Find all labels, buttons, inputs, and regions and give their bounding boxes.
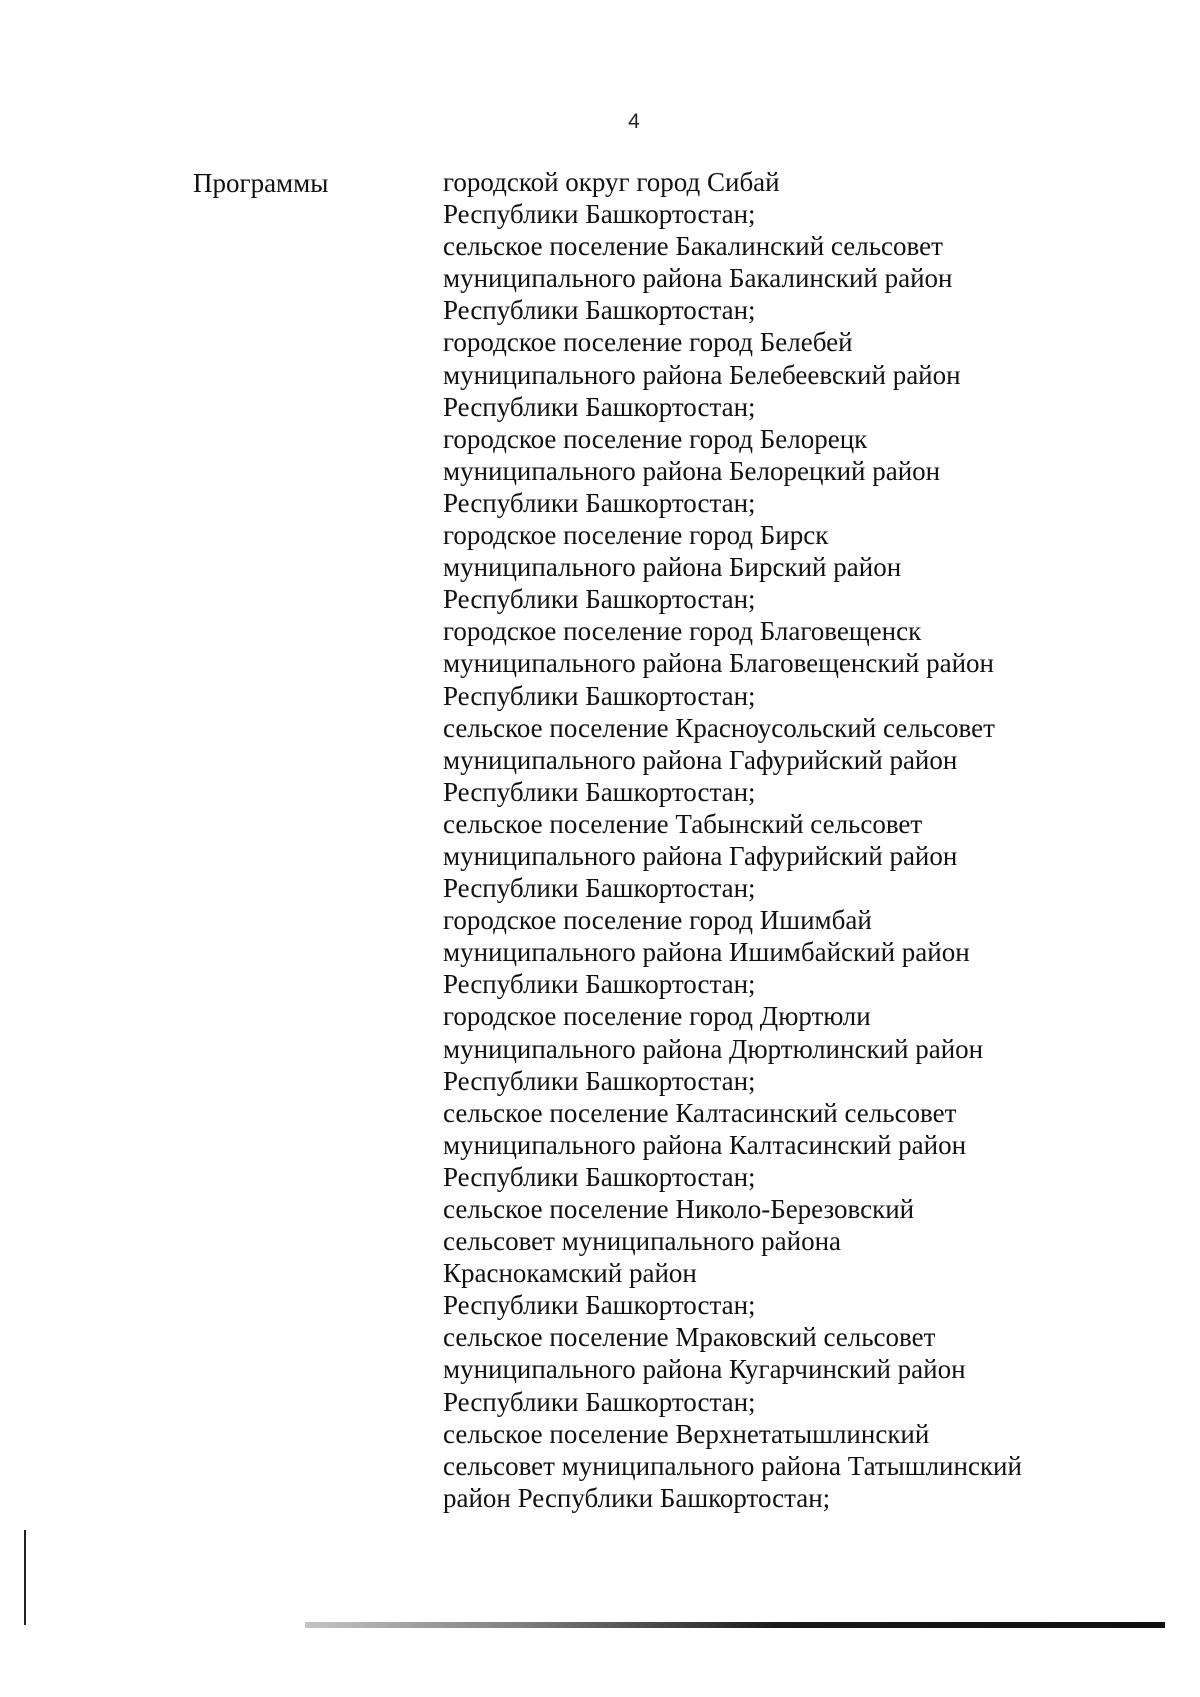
list-line: городской округ город Сибай bbox=[443, 167, 780, 197]
list-line: городское поселение город Белебей bbox=[443, 327, 853, 358]
list-line: Республики Башкортостан; bbox=[443, 1161, 756, 1192]
list-line: городское поселение город Бирск bbox=[443, 520, 829, 551]
list-line: муниципального района Благовещенский район bbox=[443, 648, 994, 679]
list-line: муниципального района Ишимбайский район bbox=[443, 937, 970, 968]
list-line: муниципального района Белорецкий район bbox=[443, 455, 941, 486]
list-line: сельское поселение Мраковский сельсовет bbox=[443, 1322, 936, 1353]
list-line: Республики Башкортостан; bbox=[443, 776, 756, 807]
list-line: Республики Башкортостан; bbox=[443, 584, 756, 615]
list-line: Республики Башкортостан; bbox=[443, 1065, 756, 1096]
scan-margin-mark bbox=[24, 1530, 26, 1625]
list-line: сельсовет муниципального района Татышлинский bbox=[443, 1450, 1022, 1481]
list-line: Краснокамский район bbox=[443, 1258, 697, 1289]
list-line: район Республики Башкортостан; bbox=[443, 1482, 831, 1513]
list-line: Республики Башкортостан; bbox=[443, 1290, 756, 1321]
list-line: сельское поселение Красноусольский сельсовет bbox=[443, 712, 995, 743]
list-line: городское поселение город Белорецк bbox=[443, 423, 868, 454]
list-line: сельское поселение Верхнетатышлинский bbox=[443, 1418, 930, 1449]
list-line: Республики Башкортостан; bbox=[443, 391, 756, 422]
list-line: муниципального района Белебеевский район bbox=[443, 359, 961, 390]
list-line: Республики Башкортостан; bbox=[443, 295, 756, 326]
list-line: Республики Башкортостан; bbox=[443, 199, 756, 230]
list-line: муниципального района Бирский район bbox=[443, 552, 902, 583]
list-line: муниципального района Кугарчинский район bbox=[443, 1354, 966, 1385]
list-line: сельсовет муниципального района bbox=[443, 1226, 841, 1257]
list-line: муниципального района Гафурийский район bbox=[443, 744, 958, 775]
list-line: муниципального района Дюртюлинский район bbox=[443, 1033, 984, 1064]
list-line: сельское поселение Табынский сельсовет bbox=[443, 808, 923, 839]
list-line: Республики Башкортостан; bbox=[443, 1386, 756, 1417]
list-line: Республики Башкортостан; bbox=[443, 487, 756, 518]
list-line: сельское поселение Калтасинский сельсовет bbox=[443, 1097, 957, 1128]
list-line: муниципального района Гафурийский район bbox=[443, 840, 958, 871]
list-line: сельское поселение Бакалинский сельсовет bbox=[443, 231, 943, 262]
list-line: сельское поселение Николо-Березовский bbox=[443, 1194, 915, 1224]
list-line: городское поселение город Ишимбай bbox=[443, 905, 872, 936]
list-line: муниципального района Бакалинский район bbox=[443, 263, 953, 294]
municipality-list bbox=[443, 166, 1163, 1514]
list-line: городское поселение город Благовещенск bbox=[443, 616, 922, 647]
list-line: Республики Башкортостан; bbox=[443, 873, 756, 904]
list-line: городское поселение город Дюртюли bbox=[443, 1001, 871, 1032]
list-line: муниципального района Калтасинский район bbox=[443, 1129, 967, 1160]
section-label: Программы bbox=[193, 168, 329, 198]
page-number: 4 bbox=[628, 110, 640, 133]
list-line: Республики Башкортостан; bbox=[443, 969, 756, 1000]
bottom-rule bbox=[305, 1622, 1165, 1628]
list-line: Республики Башкортостан; bbox=[443, 680, 756, 711]
